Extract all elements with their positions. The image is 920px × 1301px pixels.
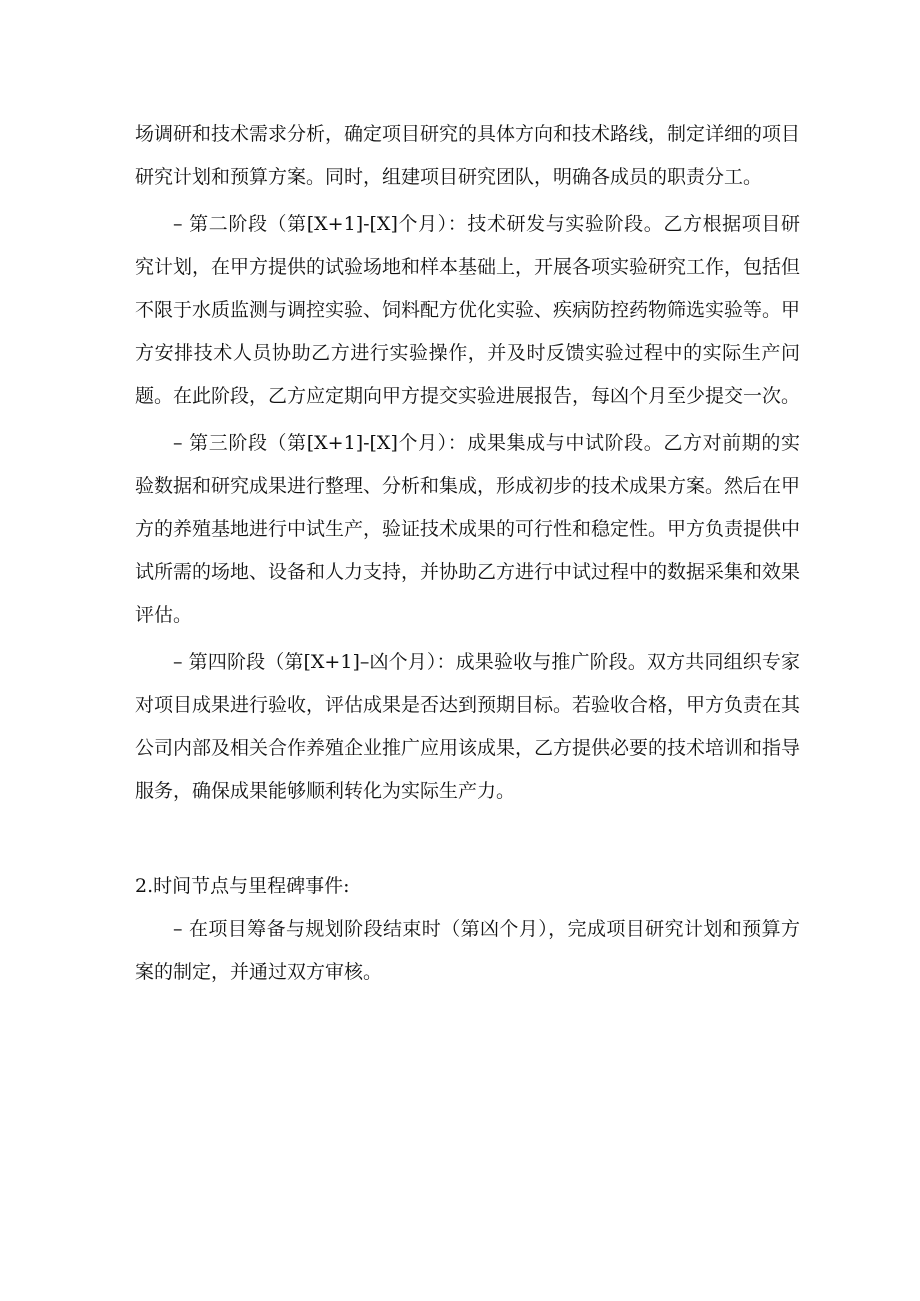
document-body — [135, 113, 800, 994]
section-heading: 2.时间节点与里程碑事件: — [135, 875, 350, 897]
paragraph-milestone: – 在项目筹备与规划阶段结束时（第凶个月），完成项目研究计划和预算方案的制定，并通过双方审核。 — [135, 918, 800, 983]
section-spacer — [135, 813, 800, 865]
paragraph-stage-three: – 第三阶段（第[X+1]-[X]个月）：成果集成与中试阶段。乙方对前期的实验数据和研究成果进行整理、分析和集成，形成初步的技术成果方案。然后在甲方的养殖基地进行中试生产，验证技术成果的可行性和稳定性。甲方负责提供中试所需的场地、设备和人力支持，并协助乙方进行中试过程中的数据采集和效果评估。 — [135, 432, 801, 626]
paragraph-stage-two: – 第二阶段（第[X+1]-[X]个月）：技术研发与实验阶段。乙方根据项目研究计划，在甲方提供的试验场地和样本基础上，开展各项实验研究工作，包括但不限于水质监测与调控实验、饲料配方优化实验、疾病防控药物筛选实验等。甲方安排技术人员协助乙方进行实验操作，并及时反馈实验过程中的实际生产问题。在此阶段，乙方应定期向甲方提交实验进展报告，每凶个月至少提交一次。 — [135, 213, 801, 407]
paragraph-continuation: 场调研和技术需求分析，确定项目研究的具体方向和技术路线，制定详细的项目研究计划和预算方案。同时，组建项目研究团队，明确各成员的职责分工。 — [135, 123, 801, 188]
paragraph-stage-four: – 第四阶段（第[X+1]–凶个月）：成果验收与推广阶段。双方共同组织专家对项目成果进行验收，评估成果是否达到预期目标。若验收合格，甲方负责在其公司内部及相关合作养殖企业推广应用该成果，乙方提供必要的技术培训和指导服务，确保成果能够顺利转化为实际生产力。 — [135, 651, 801, 802]
